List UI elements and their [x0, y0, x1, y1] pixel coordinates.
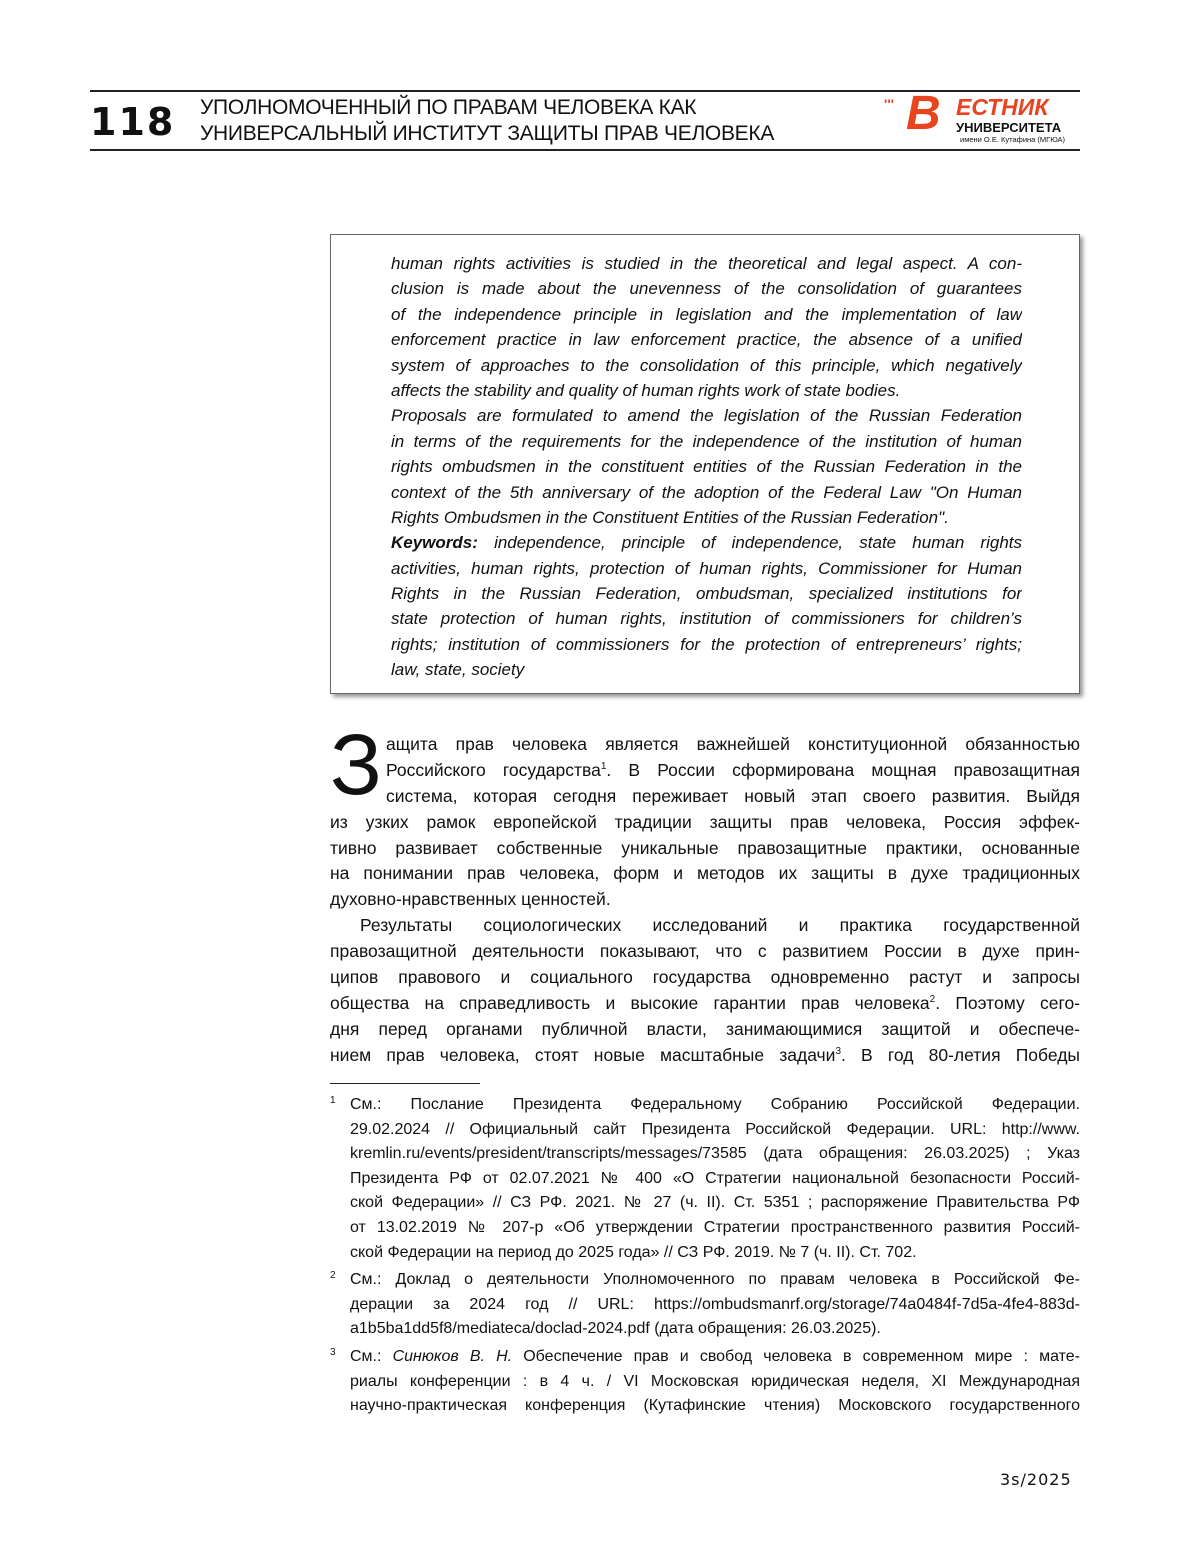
header-bottom-rule	[90, 149, 1080, 151]
body-line: правозащитной деятельности показывают, что с развитием России в духе прин-	[330, 941, 1080, 962]
keywords-line: activities, human rights, protection of human rights, Commissioner for Human	[391, 558, 1022, 578]
footnote-line: Президента РФ от 02.07.2021 № 400 «О Стратегии национальной безопасности Россий-	[350, 1169, 1080, 1187]
footnote-ref[interactable]: 1	[600, 761, 607, 773]
footnote-author: Синюков В. Н.	[392, 1347, 513, 1365]
body-line: ципов правового и социального государства одновременно растут и запросы	[330, 967, 1080, 988]
abstract-box	[330, 234, 1080, 694]
body-line: ащита прав человека является важнейшей конституционной обязанностью	[386, 734, 1080, 754]
body-text-span: . В России сформирована мощная правозащитная	[606, 759, 1080, 780]
drop-cap: З	[330, 717, 382, 813]
running-title-line: УПОЛНОМОЧЕННЫЙ ПО ПРАВАМ ЧЕЛОВЕКА КАК	[200, 96, 697, 119]
keywords-line: Rights in the Russian Federation, ombudsman, specialized institutions for	[391, 584, 1022, 604]
abstract-line: Proposals are formulated to amend the legislation of the Russian Federation	[391, 406, 1022, 426]
footnote-text: Обеспечение прав и свобод человека в современном мире : мате-	[512, 1347, 1080, 1365]
page-number: 118	[90, 100, 176, 144]
footnote-line: См.: Доклад о деятельности Уполномоченного по правам человека в Российской Фе-	[350, 1271, 1080, 1289]
body-text-span: нием прав человека, стоят новые масштабные задачи	[330, 1044, 836, 1065]
body-line: дня перед органами публичной власти, занимающимися защитой и обеспече-	[330, 1018, 1080, 1039]
running-title-line: УНИВЕРСАЛЬНЫЙ ИНСТИТУТ ЗАЩИТЫ ПРАВ ЧЕЛОВЕКА	[200, 122, 775, 145]
body-line	[330, 991, 1080, 1017]
footnote-separator	[330, 1083, 480, 1084]
footnote-line: ской Федерации на период до 2025 года» // СЗ РФ. 2019. № 7 (ч. II). Ст. 702.	[350, 1243, 917, 1261]
footnote-line	[350, 1345, 1080, 1370]
footnote-line: a1b5ba1dd5f8/mediateca/doclad-2024.pdf (дата обращения: 26.03.2025).	[350, 1320, 881, 1338]
body-text-span: . Поэтому сего-	[935, 992, 1080, 1013]
logo-caption: имени О.Е. Кутафина (МГЮА)	[960, 135, 1066, 144]
footnote-line: См.: Послание Президента Федеральному Собранию Российской Федерации.	[350, 1096, 1080, 1113]
abstract-line: clusion is made about the unevenness of the consolidation of guarantees	[391, 279, 1022, 299]
logo-ticks: '''	[884, 96, 894, 112]
footnote-line: ской Федерации» // СЗ РФ. 2021. № 27 (ч. II). Ст. 5351 ; распоряжение Правительства РФ	[350, 1194, 1080, 1212]
abstract-line: of the independence principle in legislation and the implementation of law	[391, 304, 1022, 324]
footnote-ref[interactable]: 3	[835, 1045, 842, 1057]
body-text-span: Российского государства	[386, 759, 601, 780]
abstract-line: system of approaches to the consolidation of this principle, which negatively	[391, 355, 1022, 375]
keywords-line: law, state, society	[391, 660, 525, 680]
running-title	[200, 95, 774, 147]
abstract-line: human rights activities is studied in the theoretical and legal aspect. A con-	[391, 254, 1022, 273]
footnote-line: научно-практическая конференция (Кутафинские чтения) Московского государственного	[350, 1397, 1080, 1415]
keywords-line	[391, 530, 1022, 555]
logo-subtitle: УНИВЕРСИТЕТА	[956, 120, 1062, 135]
footnote-line: kremlin.ru/events/president/transcripts/messages/73585 (дата обращения: 26.03.2025) ; Указ	[350, 1145, 1080, 1163]
keywords-label: Keywords:	[391, 533, 478, 553]
keywords-line: state protection of human rights, institution of commissioners for children’s	[391, 609, 1022, 629]
body-line	[330, 1043, 1080, 1069]
keywords-line: rights; institution of commissioners for the protection of entrepreneurs’ rights;	[391, 634, 1022, 654]
footnote-number: 3	[330, 1346, 336, 1358]
body-line: на понимании прав человека, форм и методов их защиты в духе традиционных	[330, 863, 1080, 884]
footnotes	[330, 1093, 1080, 1422]
logo-letter: В	[906, 87, 941, 140]
footnote	[330, 1345, 1080, 1419]
footnote-prefix: См.:	[350, 1347, 393, 1365]
body-line: тивно развивает собственные уникальные правозащитные практики, основанные	[330, 837, 1080, 858]
journal-logo	[884, 87, 1080, 146]
footnote-line: от 13.02.2019 № 207-р «Об утверждении Стратегии пространственного развития Россий-	[350, 1218, 1080, 1236]
body-line: система, которая сегодня переживает новый этап своего развития. Выйдя	[386, 785, 1080, 806]
body-line: Результаты социологических исследований и практика государственной	[360, 915, 1080, 936]
keywords-text: independence, principle of independence, state human rights	[477, 533, 1022, 553]
footnote-line: 29.02.2024 // Официальный сайт Президента Российской Федерации. URL: http://www.	[350, 1120, 1080, 1138]
abstract-line: context of the 5th anniversary of the adoption of the Federal Law "On Human	[391, 482, 1022, 502]
body-text	[330, 732, 1080, 1069]
footnote	[330, 1093, 1080, 1265]
footnote-line: дерации за 2024 год // URL: https://ombudsmanrf.org/storage/74a0484f-7d5a-4fe4-883d-	[350, 1295, 1080, 1313]
abstract-line: in terms of the requirements for the independence of the institution of human	[391, 431, 1022, 451]
abstract-line: Rights Ombudsmen in the Constituent Entities of the Russian Federation".	[391, 507, 949, 527]
body-line: из узких рамок европейской традиции защиты прав человека, Россия эффек-	[330, 811, 1080, 832]
abstract-line: enforcement practice in law enforcement practice, the absence of a unified	[391, 330, 1022, 350]
footnote	[330, 1268, 1080, 1342]
footnote-ref[interactable]: 2	[929, 994, 936, 1006]
body-line: духовно-нравственных ценностей.	[330, 889, 611, 910]
body-line	[330, 758, 1080, 784]
abstract-line: affects the stability and quality of human rights work of state bodies.	[391, 380, 901, 400]
footnote-number: 1	[330, 1095, 336, 1106]
issue-number: 3s/2025	[1000, 1470, 1072, 1489]
body-text-span: . В год 80-летия Победы	[841, 1044, 1080, 1065]
logo-title: ЕСТНИК	[956, 94, 1049, 120]
footnote-number: 2	[330, 1270, 336, 1282]
footnote-line: риалы конференции : в 4 ч. / VI Московская юридическая неделя, XI Международная	[350, 1372, 1080, 1390]
body-text-span: общества на справедливость и высокие гарантии прав человека	[330, 992, 930, 1013]
abstract-line: rights ombudsmen in the constituent entities of the Russian Federation in the	[391, 457, 1022, 477]
